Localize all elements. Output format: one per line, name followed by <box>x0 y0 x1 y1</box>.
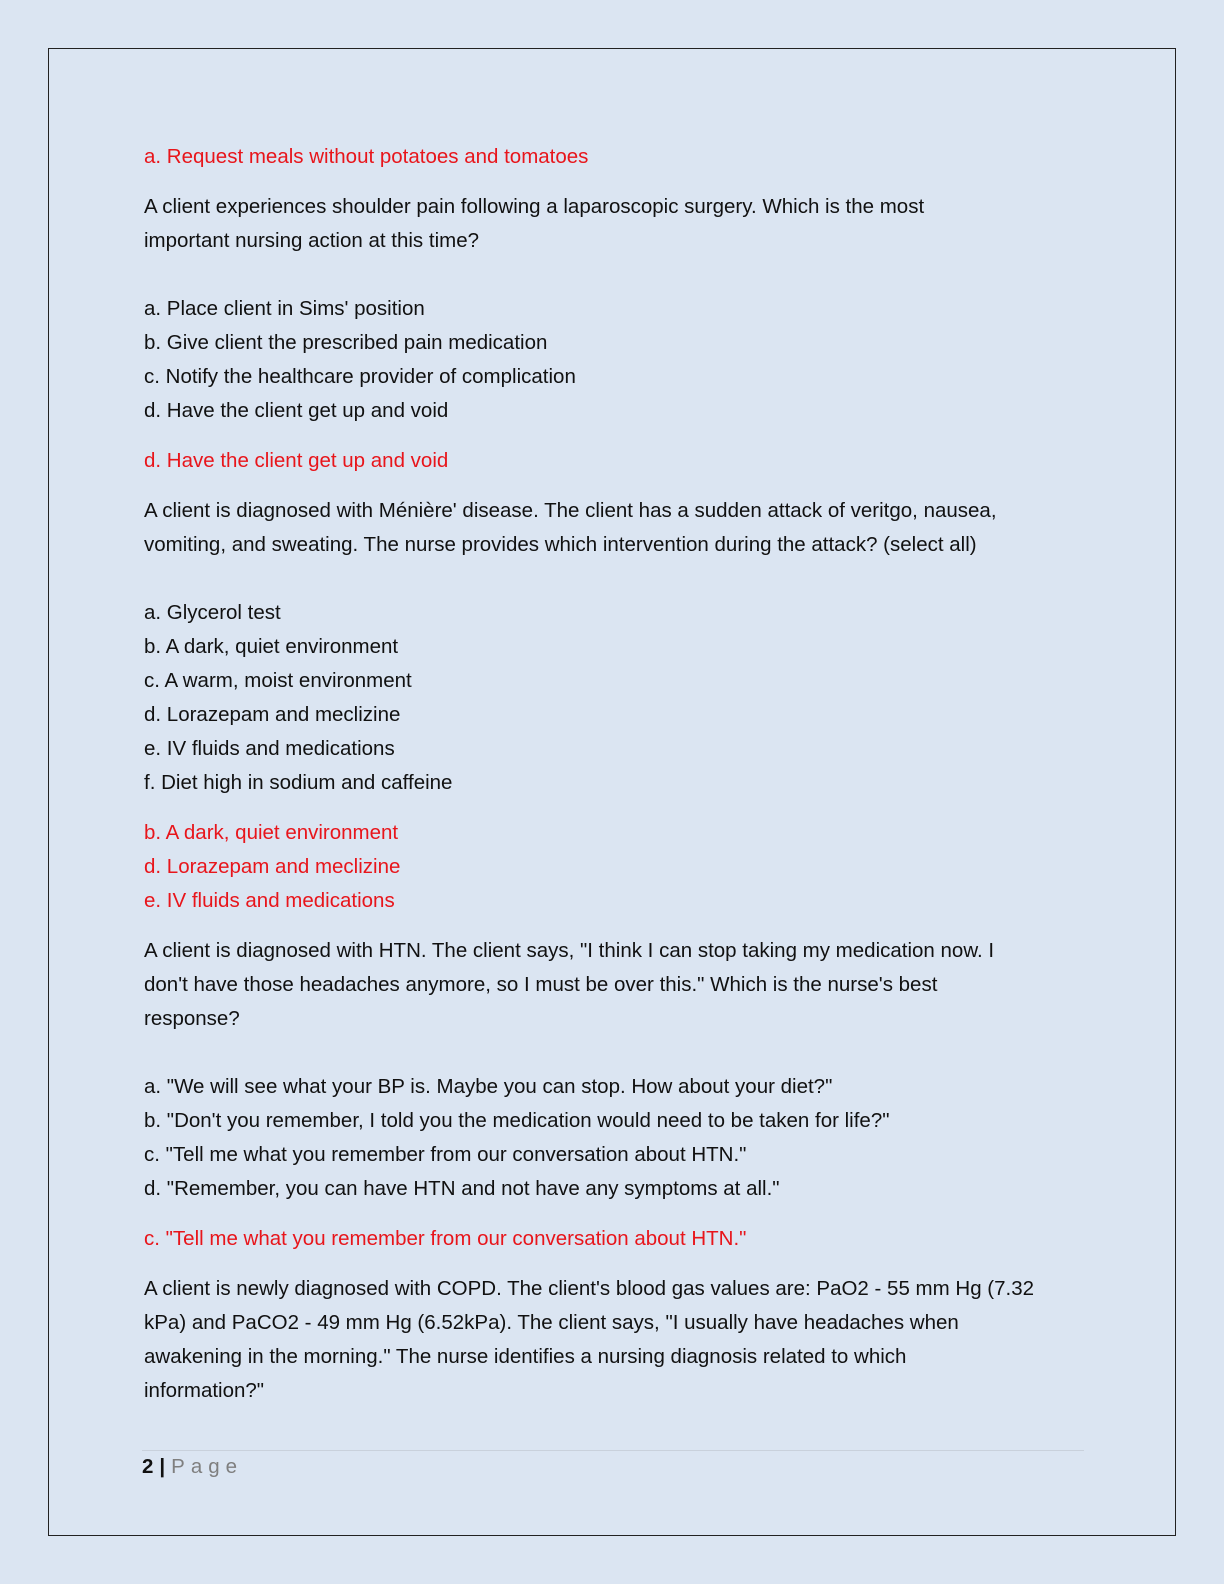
answer-line: a. Request meals without potatoes and tomatoes <box>144 145 589 168</box>
block-spacer <box>144 258 1084 292</box>
option-line: a. Place client in Sims' position <box>144 297 425 320</box>
answer-key <box>144 816 1084 918</box>
question-line: important nursing action at this time? <box>144 229 479 252</box>
block-spacer <box>144 1256 1084 1272</box>
answer-key <box>144 1222 1084 1256</box>
answer-options <box>144 596 1084 800</box>
block-spacer <box>144 428 1084 444</box>
option-line: a. Glycerol test <box>144 601 281 624</box>
question-stem <box>144 190 1084 258</box>
option-line: d. Have the client get up and void <box>144 399 449 422</box>
answer-options <box>144 292 1084 428</box>
page-footer <box>142 1453 243 1481</box>
block-spacer <box>144 1206 1084 1222</box>
question-line: awakening in the morning." The nurse identifies a nursing diagnosis related to which <box>144 1345 907 1368</box>
answer-line: c. "Tell me what you remember from our conversation about HTN." <box>144 1227 747 1250</box>
option-line: d. Lorazepam and meclizine <box>144 703 401 726</box>
question-line: don't have those headaches anymore, so I must be over this." Which is the nurse's best <box>144 973 938 996</box>
question-stem <box>144 934 1084 1036</box>
answer-line: d. Lorazepam and meclizine <box>144 855 401 878</box>
question-stem <box>144 494 1084 562</box>
option-line: b. A dark, quiet environment <box>144 635 399 658</box>
answer-key <box>144 140 1084 174</box>
page-number: 2 <box>142 1455 154 1478</box>
footer-separator: | <box>159 1455 166 1478</box>
option-line: b. Give client the prescribed pain medication <box>144 331 548 354</box>
question-line: A client is diagnosed with HTN. The client says, "I think I can stop taking my medication now. I <box>144 939 995 962</box>
answer-line: d. Have the client get up and void <box>144 449 449 472</box>
question-line: A client is diagnosed with Ménière' disease. The client has a sudden attack of veritgo, nausea, <box>144 499 997 522</box>
block-spacer <box>144 1036 1084 1070</box>
footer-divider <box>142 1450 1084 1451</box>
answer-options <box>144 1070 1084 1206</box>
answer-key <box>144 444 1084 478</box>
block-spacer <box>144 174 1084 190</box>
option-line: c. Notify the healthcare provider of complication <box>144 365 576 388</box>
block-spacer <box>144 800 1084 816</box>
question-line: response? <box>144 1007 240 1030</box>
option-line: f. Diet high in sodium and caffeine <box>144 771 453 794</box>
option-line: d. "Remember, you can have HTN and not have any symptoms at all." <box>144 1177 780 1200</box>
question-line: information?" <box>144 1379 265 1402</box>
document-body <box>144 140 1084 1408</box>
option-line: c. A warm, moist environment <box>144 669 412 692</box>
answer-line: e. IV fluids and medications <box>144 889 395 912</box>
question-line: A client experiences shoulder pain following a laparoscopic surgery. Which is the most <box>144 195 925 218</box>
question-line: kPa) and PaCO2 - 49 mm Hg (6.52kPa). The client says, "I usually have headaches when <box>144 1311 959 1334</box>
block-spacer <box>144 918 1084 934</box>
option-line: a. "We will see what your BP is. Maybe you can stop. How about your diet?" <box>144 1075 833 1098</box>
page-label: Page <box>171 1455 244 1478</box>
option-line: e. IV fluids and medications <box>144 737 395 760</box>
option-line: c. "Tell me what you remember from our conversation about HTN." <box>144 1143 747 1166</box>
block-spacer <box>144 562 1084 596</box>
question-line: vomiting, and sweating. The nurse provides which intervention during the attack? (select all) <box>144 533 977 556</box>
option-line: b. "Don't you remember, I told you the medication would need to be taken for life?" <box>144 1109 890 1132</box>
question-stem <box>144 1272 1084 1408</box>
question-line: A client is newly diagnosed with COPD. The client's blood gas values are: PaO2 - 55 mm Hg (7.32 <box>144 1277 1035 1300</box>
block-spacer <box>144 478 1084 494</box>
answer-line: b. A dark, quiet environment <box>144 821 399 844</box>
